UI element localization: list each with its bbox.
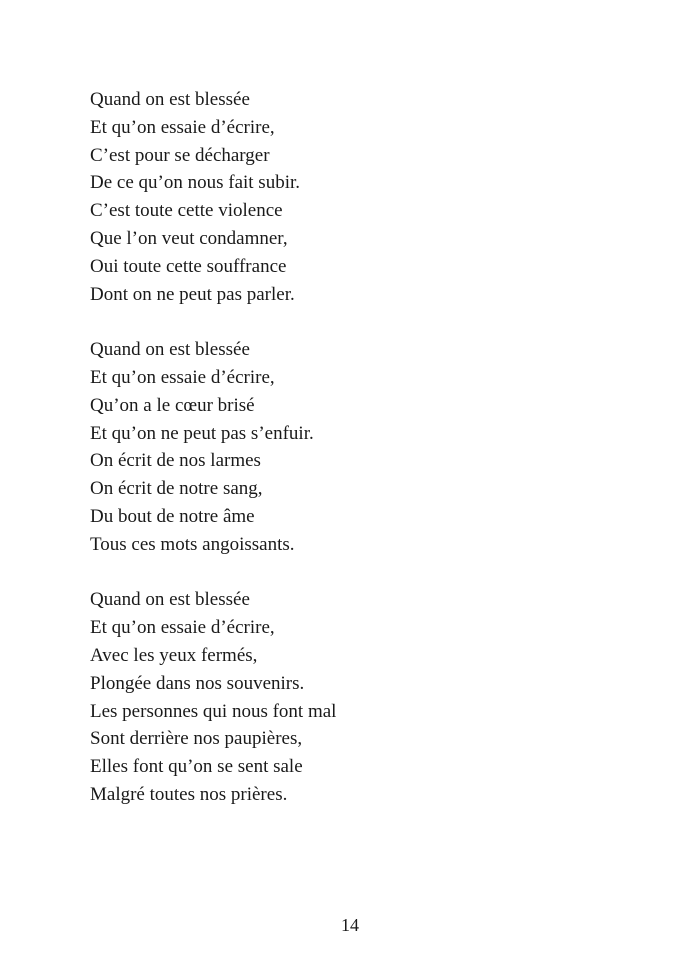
poem-line: Et qu’on essaie d’écrire, bbox=[90, 116, 275, 138]
page-number: 14 bbox=[341, 915, 359, 935]
poem-line: On écrit de nos larmes bbox=[90, 450, 261, 472]
poem-line: Du bout de notre âme bbox=[90, 505, 255, 527]
poem bbox=[90, 86, 336, 837]
poem-line: On écrit de notre sang, bbox=[90, 478, 263, 500]
poem-line: C’est pour se décharger bbox=[90, 144, 270, 166]
poem-line: Malgré toutes nos prières. bbox=[90, 783, 288, 805]
poem-line: C’est toute cette violence bbox=[90, 200, 283, 222]
poem-line: Et qu’on essaie d’écrire, bbox=[90, 366, 275, 388]
poem-line: Avec les yeux fermés, bbox=[90, 644, 258, 666]
poem-line: Qu’on a le cœur brisé bbox=[90, 394, 255, 416]
poem-line: Plongée dans nos souvenirs. bbox=[90, 672, 305, 694]
stanza bbox=[90, 86, 336, 308]
stanza bbox=[90, 586, 336, 808]
poem-line: Quand on est blessée bbox=[90, 589, 250, 611]
poem-line: Quand on est blessée bbox=[90, 339, 250, 361]
poem-line: Quand on est blessée bbox=[90, 89, 250, 110]
poem-line: Sont derrière nos paupières, bbox=[90, 728, 303, 750]
poem-line: Dont on ne peut pas parler. bbox=[90, 283, 295, 305]
poem-line: Que l’on veut condamner, bbox=[90, 227, 288, 249]
stanza bbox=[90, 336, 336, 558]
poem-line: Oui toute cette souffrance bbox=[90, 255, 287, 277]
poem-line: Elles font qu’on se sent sale bbox=[90, 756, 303, 778]
poem-line: Les personnes qui nous font mal bbox=[90, 700, 337, 722]
poem-line: De ce qu’on nous fait subir. bbox=[90, 172, 301, 194]
poem-line: Et qu’on ne peut pas s’enfuir. bbox=[90, 422, 314, 444]
poem-line: Et qu’on essaie d’écrire, bbox=[90, 617, 275, 639]
poem-line: Tous ces mots angoissants. bbox=[90, 533, 295, 555]
